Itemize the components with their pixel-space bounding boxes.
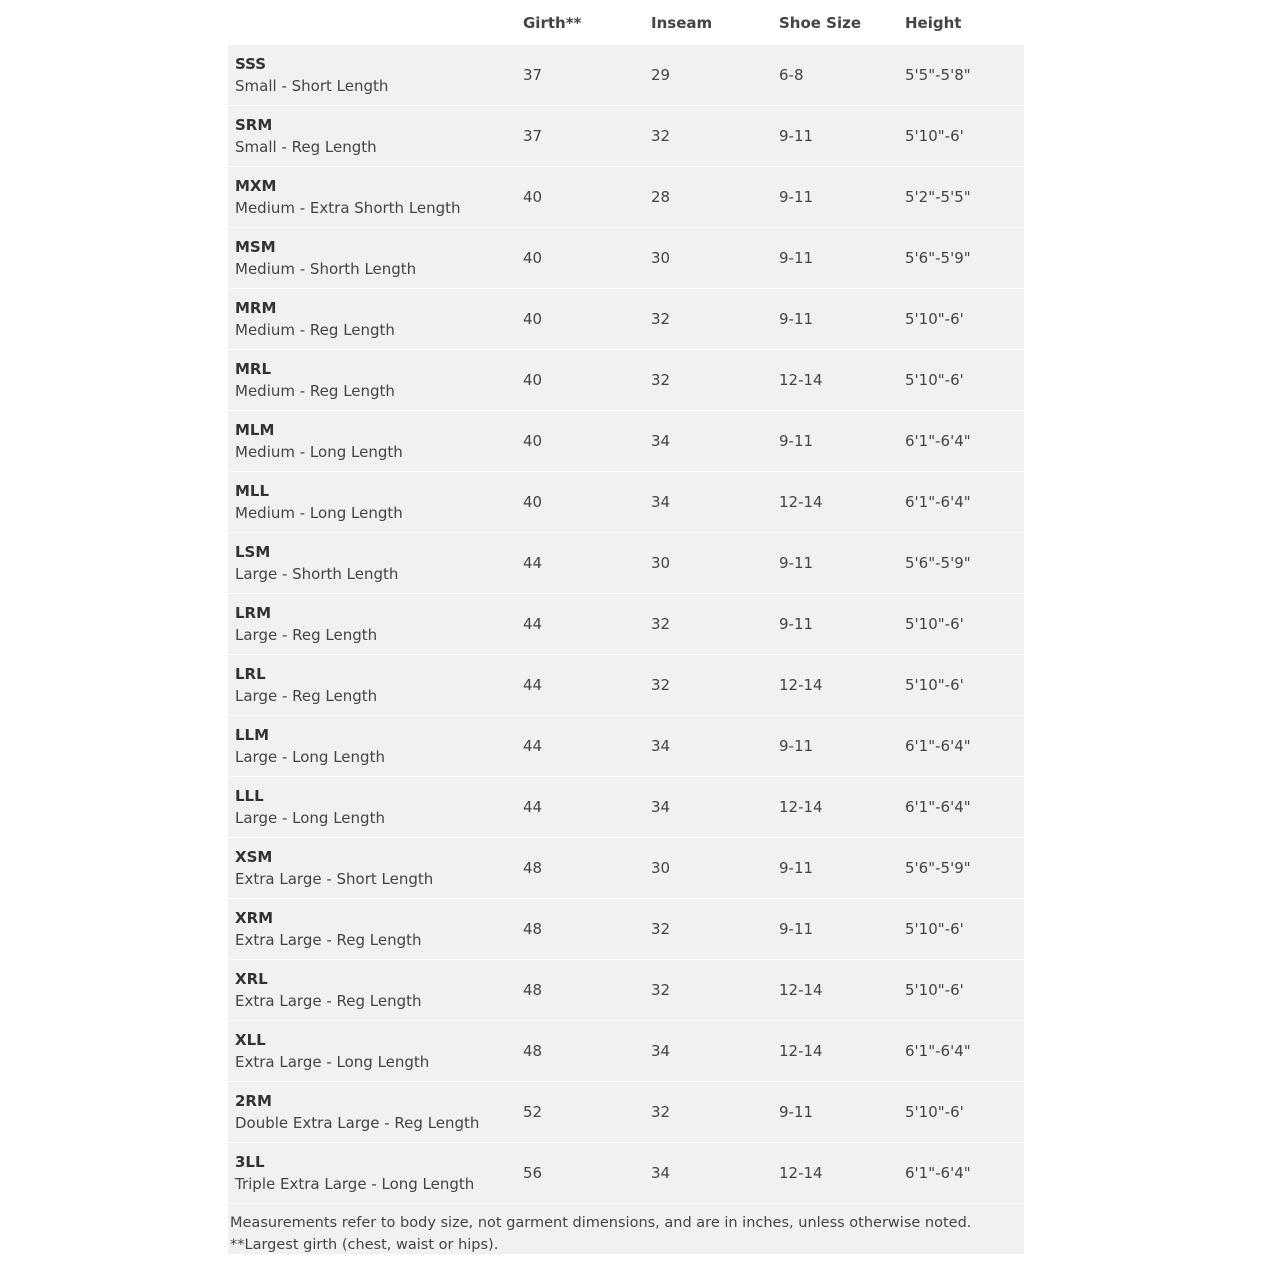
size-code: LSM: [235, 543, 271, 561]
girth-value: 44: [523, 676, 543, 694]
size-chart-table: [228, 0, 1024, 1254]
inseam-value: 34: [651, 798, 671, 816]
table-row: [228, 411, 1024, 472]
inseam-value: 29: [651, 66, 671, 84]
girth-value: 37: [523, 127, 543, 145]
shoe-size-value: 9-11: [779, 554, 814, 572]
table-row: [228, 350, 1024, 411]
height-value: 5'10"-6': [905, 615, 964, 633]
inseam-value: 30: [651, 859, 671, 877]
girth-value: 40: [523, 188, 543, 206]
girth-value: 48: [523, 920, 543, 938]
table-row: [228, 106, 1024, 167]
table-row: [228, 167, 1024, 228]
shoe-size-value: 9-11: [779, 432, 814, 450]
shoe-size-value: 9-11: [779, 737, 814, 755]
size-description: Extra Large - Reg Length: [235, 992, 422, 1010]
size-description: Small - Short Length: [235, 77, 389, 95]
table-row: [228, 1082, 1024, 1143]
table-row: [228, 655, 1024, 716]
shoe-size-value: 12-14: [779, 798, 823, 816]
height-value: 5'6"-5'9": [905, 249, 971, 267]
shoe-size-value: 9-11: [779, 615, 814, 633]
shoe-size-value: 9-11: [779, 310, 814, 328]
inseam-value: 30: [651, 249, 671, 267]
table-header: [228, 0, 1024, 45]
table-row: [228, 228, 1024, 289]
size-description: Extra Large - Long Length: [235, 1053, 430, 1071]
shoe-size-value: 9-11: [779, 249, 814, 267]
header-inseam: Inseam: [651, 14, 713, 32]
size-code: LRM: [235, 604, 272, 622]
shoe-size-value: 12-14: [779, 493, 823, 511]
size-code: MSM: [235, 238, 276, 256]
table-row: [228, 716, 1024, 777]
table-row: [228, 533, 1024, 594]
size-description: Small - Reg Length: [235, 138, 377, 156]
table-row: [228, 594, 1024, 655]
height-value: 5'6"-5'9": [905, 554, 971, 572]
size-code: MLL: [235, 482, 270, 500]
height-value: 5'10"-6': [905, 676, 964, 694]
size-code: MXM: [235, 177, 277, 195]
size-code: MLM: [235, 421, 275, 439]
shoe-size-value: 9-11: [779, 1103, 814, 1121]
inseam-value: 32: [651, 920, 671, 938]
girth-value: 40: [523, 371, 543, 389]
shoe-size-value: 9-11: [779, 859, 814, 877]
table-row: [228, 899, 1024, 960]
header-shoe-size: Shoe Size: [779, 14, 862, 32]
shoe-size-value: 12-14: [779, 676, 823, 694]
height-value: 5'10"-6': [905, 127, 964, 145]
size-code: XLL: [235, 1031, 266, 1049]
table-row: [228, 45, 1024, 106]
inseam-value: 32: [651, 371, 671, 389]
shoe-size-value: 9-11: [779, 188, 814, 206]
size-description: Large - Reg Length: [235, 626, 378, 644]
table-row: [228, 838, 1024, 899]
height-value: 5'10"-6': [905, 310, 964, 328]
header-girth: Girth**: [523, 14, 582, 32]
size-description: Large - Reg Length: [235, 687, 378, 705]
inseam-value: 34: [651, 1042, 671, 1060]
height-value: 5'10"-6': [905, 371, 964, 389]
size-description: Extra Large - Short Length: [235, 870, 434, 888]
inseam-value: 34: [651, 737, 671, 755]
girth-value: 44: [523, 554, 543, 572]
inseam-value: 32: [651, 310, 671, 328]
size-code: MRM: [235, 299, 277, 317]
inseam-value: 28: [651, 188, 671, 206]
girth-value: 52: [523, 1103, 543, 1121]
inseam-value: 32: [651, 127, 671, 145]
header-height: Height: [905, 14, 962, 32]
size-description: Medium - Long Length: [235, 504, 403, 522]
table-row: [228, 1021, 1024, 1082]
height-value: 6'1"-6'4": [905, 493, 971, 511]
size-description: Extra Large - Reg Length: [235, 931, 422, 949]
table-row: [228, 960, 1024, 1021]
size-description: Medium - Extra Shorth Length: [235, 199, 461, 217]
size-description: Medium - Reg Length: [235, 382, 395, 400]
height-value: 5'10"-6': [905, 920, 964, 938]
table-row: [228, 1143, 1024, 1204]
shoe-size-value: 12-14: [779, 1164, 823, 1182]
size-description: Medium - Shorth Length: [235, 260, 417, 278]
height-value: 6'1"-6'4": [905, 432, 971, 450]
inseam-value: 34: [651, 432, 671, 450]
inseam-value: 32: [651, 1103, 671, 1121]
size-code: SSS: [235, 55, 267, 73]
size-description: Large - Long Length: [235, 748, 385, 766]
height-value: 6'1"-6'4": [905, 1042, 971, 1060]
table-row: [228, 777, 1024, 838]
size-code: MRL: [235, 360, 272, 378]
girth-value: 40: [523, 493, 543, 511]
inseam-value: 32: [651, 981, 671, 999]
girth-value: 44: [523, 615, 543, 633]
size-code: LLL: [235, 787, 264, 805]
size-code: LRL: [235, 665, 266, 683]
size-description: Double Extra Large - Reg Length: [235, 1114, 480, 1132]
height-value: 5'2"-5'5": [905, 188, 971, 206]
table-row: [228, 289, 1024, 350]
table-row: [228, 472, 1024, 533]
shoe-size-value: 9-11: [779, 127, 814, 145]
size-description: Large - Shorth Length: [235, 565, 399, 583]
girth-value: 48: [523, 1042, 543, 1060]
girth-value: 48: [523, 981, 543, 999]
size-code: 3LL: [235, 1153, 265, 1171]
inseam-value: 34: [651, 493, 671, 511]
size-code: 2RM: [235, 1092, 272, 1110]
shoe-size-value: 6-8: [779, 66, 804, 84]
inseam-value: 32: [651, 615, 671, 633]
size-code: SRM: [235, 116, 273, 134]
girth-value: 48: [523, 859, 543, 877]
height-value: 5'5"-5'8": [905, 66, 971, 84]
shoe-size-value: 12-14: [779, 981, 823, 999]
size-description: Medium - Long Length: [235, 443, 403, 461]
shoe-size-value: 12-14: [779, 1042, 823, 1060]
size-code: XRM: [235, 909, 274, 927]
girth-value: 40: [523, 310, 543, 328]
inseam-value: 32: [651, 676, 671, 694]
shoe-size-value: 9-11: [779, 920, 814, 938]
girth-value: 37: [523, 66, 543, 84]
girth-value: 44: [523, 737, 543, 755]
girth-value: 40: [523, 249, 543, 267]
height-value: 5'6"-5'9": [905, 859, 971, 877]
height-value: 5'10"-6': [905, 981, 964, 999]
inseam-value: 34: [651, 1164, 671, 1182]
size-code: XSM: [235, 848, 273, 866]
size-description: Triple Extra Large - Long Length: [235, 1175, 475, 1193]
size-description: Large - Long Length: [235, 809, 385, 827]
girth-value: 44: [523, 798, 543, 816]
table-body: [228, 45, 1024, 1204]
height-value: 5'10"-6': [905, 1103, 964, 1121]
shoe-size-value: 12-14: [779, 371, 823, 389]
height-value: 6'1"-6'4": [905, 1164, 971, 1182]
size-code: LLM: [235, 726, 270, 744]
size-code: XRL: [235, 970, 268, 988]
inseam-value: 30: [651, 554, 671, 572]
footnote: Measurements refer to body size, not garment dimensions, and are in inches, unless otherwise noted. **Largest girth (chest, waist or hips).: [228, 1204, 1024, 1254]
height-value: 6'1"-6'4": [905, 798, 971, 816]
girth-value: 40: [523, 432, 543, 450]
size-description: Medium - Reg Length: [235, 321, 395, 339]
height-value: 6'1"-6'4": [905, 737, 971, 755]
girth-value: 56: [523, 1164, 543, 1182]
